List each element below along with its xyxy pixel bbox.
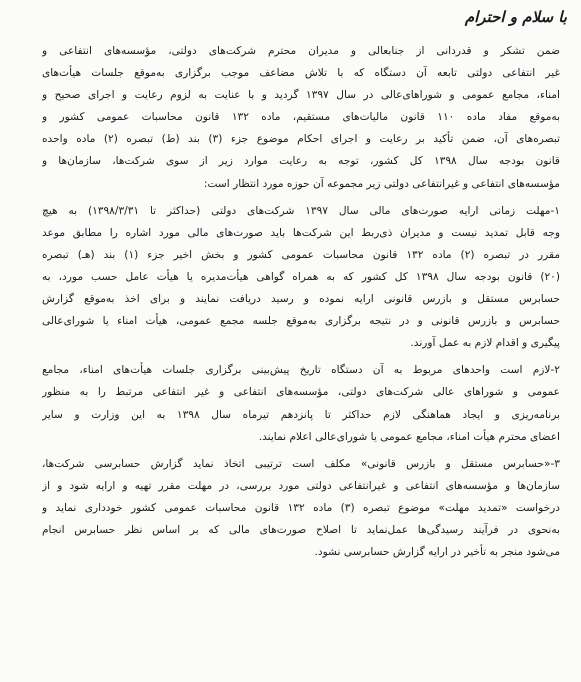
- paragraph-intro: [42, 40, 560, 195]
- paragraph-item-3: [42, 453, 560, 563]
- text-line: امناء، مجامع عمومی و شوراهای‌عالی در سال ۱۳۹۷ گردید و با عنایت به لزوم رعایت و اجرای صحیح و: [42, 89, 560, 102]
- text-line: مقرر در تبصره (۲) ماده ۱۳۲ قانون محاسبات عمومی کشور و بخش اخیر جزء (۱) بند (هـ) تبصره: [42, 248, 560, 261]
- text-line: درخواست «تمدید مهلت» موضوع تبصره (۳) ماده ۱۳۲ قانون محاسبات عمومی کشور خودداری نماید و: [42, 501, 560, 514]
- text-line: ۱-مهلت زمانی ارایه صورت‌های مالی سال ۱۳۹۷ شرکت‌های دولتی (حداکثر تا ۱۳۹۸/۳/۳۱) به هیچ: [42, 204, 560, 217]
- text-line: اعضای محترم هیأت امناء، مجامع عمومی یا شورای‌عالی اعلام نمایند.: [258, 430, 560, 443]
- text-line: ۳-«حسابرس مستقل و بازرس قانونی» مکلف است ترتیبی اتخاذ نماید گزارش حسابرسی شرکت‌ها،: [42, 457, 560, 470]
- text-line: مؤسسه‌های انتفاعی و غیرانتفاعی دولتی زیر مجموعه آن حوزه مورد انتظار است:: [203, 177, 560, 190]
- text-line: قانون بودجه سال ۱۳۹۸ کل کشور، توجه به رعایت موارد زیر از سوی شرکت‌ها، سازمان‌ها و: [42, 155, 560, 168]
- text-line: (۲۰) قانون بودجه سال ۱۳۹۸ کل کشور که به همراه گواهی هیأت‌مدیره یا هیأت عامل حسب مورد، به: [42, 270, 560, 283]
- text-line: ضمن تشکر و قدردانی از جنابعالی و مدیران محترم شرکت‌های دولتی، مؤسسه‌های انتفاعی و: [42, 45, 560, 57]
- text-line: تبصره‌های آن، ضمن تأکید بر رعایت و اجرای احکام موضوع جزء (۳) بند (ط) تبصره (۲) ماده واحده: [42, 133, 560, 146]
- text-line: می‌شود منجر به تأخیر در ارایه گزارش حسابرسی نشود.: [314, 546, 560, 559]
- text-line: حسابرس و بازرس قانونی و در نتیجه برگزاری به‌موقع جلسه مجمع عمومی، هیأت امناء یا شورای‌عالی: [42, 315, 560, 328]
- letter-body: [42, 40, 560, 563]
- paragraph-item-1: [42, 200, 560, 355]
- text-line: به‌نحوی در فرآیند رسیدگی‌ها عمل‌نماید تا اصلاح صورت‌های مالی که بر اساس نظر حسابرس انجام: [42, 523, 560, 536]
- paragraph-item-2: [42, 359, 560, 447]
- text-line: به‌موقع مفاد ماده ۱۱۰ قانون مالیات‌های مستقیم، ماده ۱۳۲ قانون محاسبات عمومی کشور و: [42, 111, 560, 124]
- text-line: عمومی و شوراهای عالی شرکت‌های دولتی، مؤسسه‌های انتفاعی و غیر انتفاعی مرتبط را به منظور: [42, 386, 560, 399]
- text-line: غیر انتفاعی دولتی تابعه آن دستگاه که با تلاش مضاعف موجب برگزاری به‌موقع جلسات هیأت‌های: [42, 67, 560, 80]
- text-line: سازمان‌ها و مؤسسه‌های انتفاعی و غیرانتفاعی دولتی مورد بررسی، در مهلت مقرر تهیه و ارایه شود و از: [42, 479, 560, 492]
- text-line: ۲-لازم است واحدهای مربوط به آن دستگاه تاریخ پیش‌بینی برگزاری جلسات هیأت‌های امناء، مجامع: [42, 364, 560, 377]
- salutation: با سلام و احترام: [464, 8, 567, 26]
- text-line: پیگیری و اقدام لازم به عمل آورند.: [410, 337, 560, 350]
- text-line: برنامه‌ریزی و ایجاد هماهنگی لازم حداکثر تا پانزدهم تیرماه سال ۱۳۹۸ به این وزارت و سایر: [42, 408, 560, 421]
- text-line: حسابرس مستقل و بازرس قانونی ارایه نموده و رسید دریافت نمایند و برای اخذ به‌موقع گزارش: [42, 293, 560, 306]
- text-line: وجه قابل تمدید نیست و مدیران ذی‌ربط این شرکت‌ها باید صورت‌های مالی مورد اشاره را مطابق موعد: [42, 226, 560, 239]
